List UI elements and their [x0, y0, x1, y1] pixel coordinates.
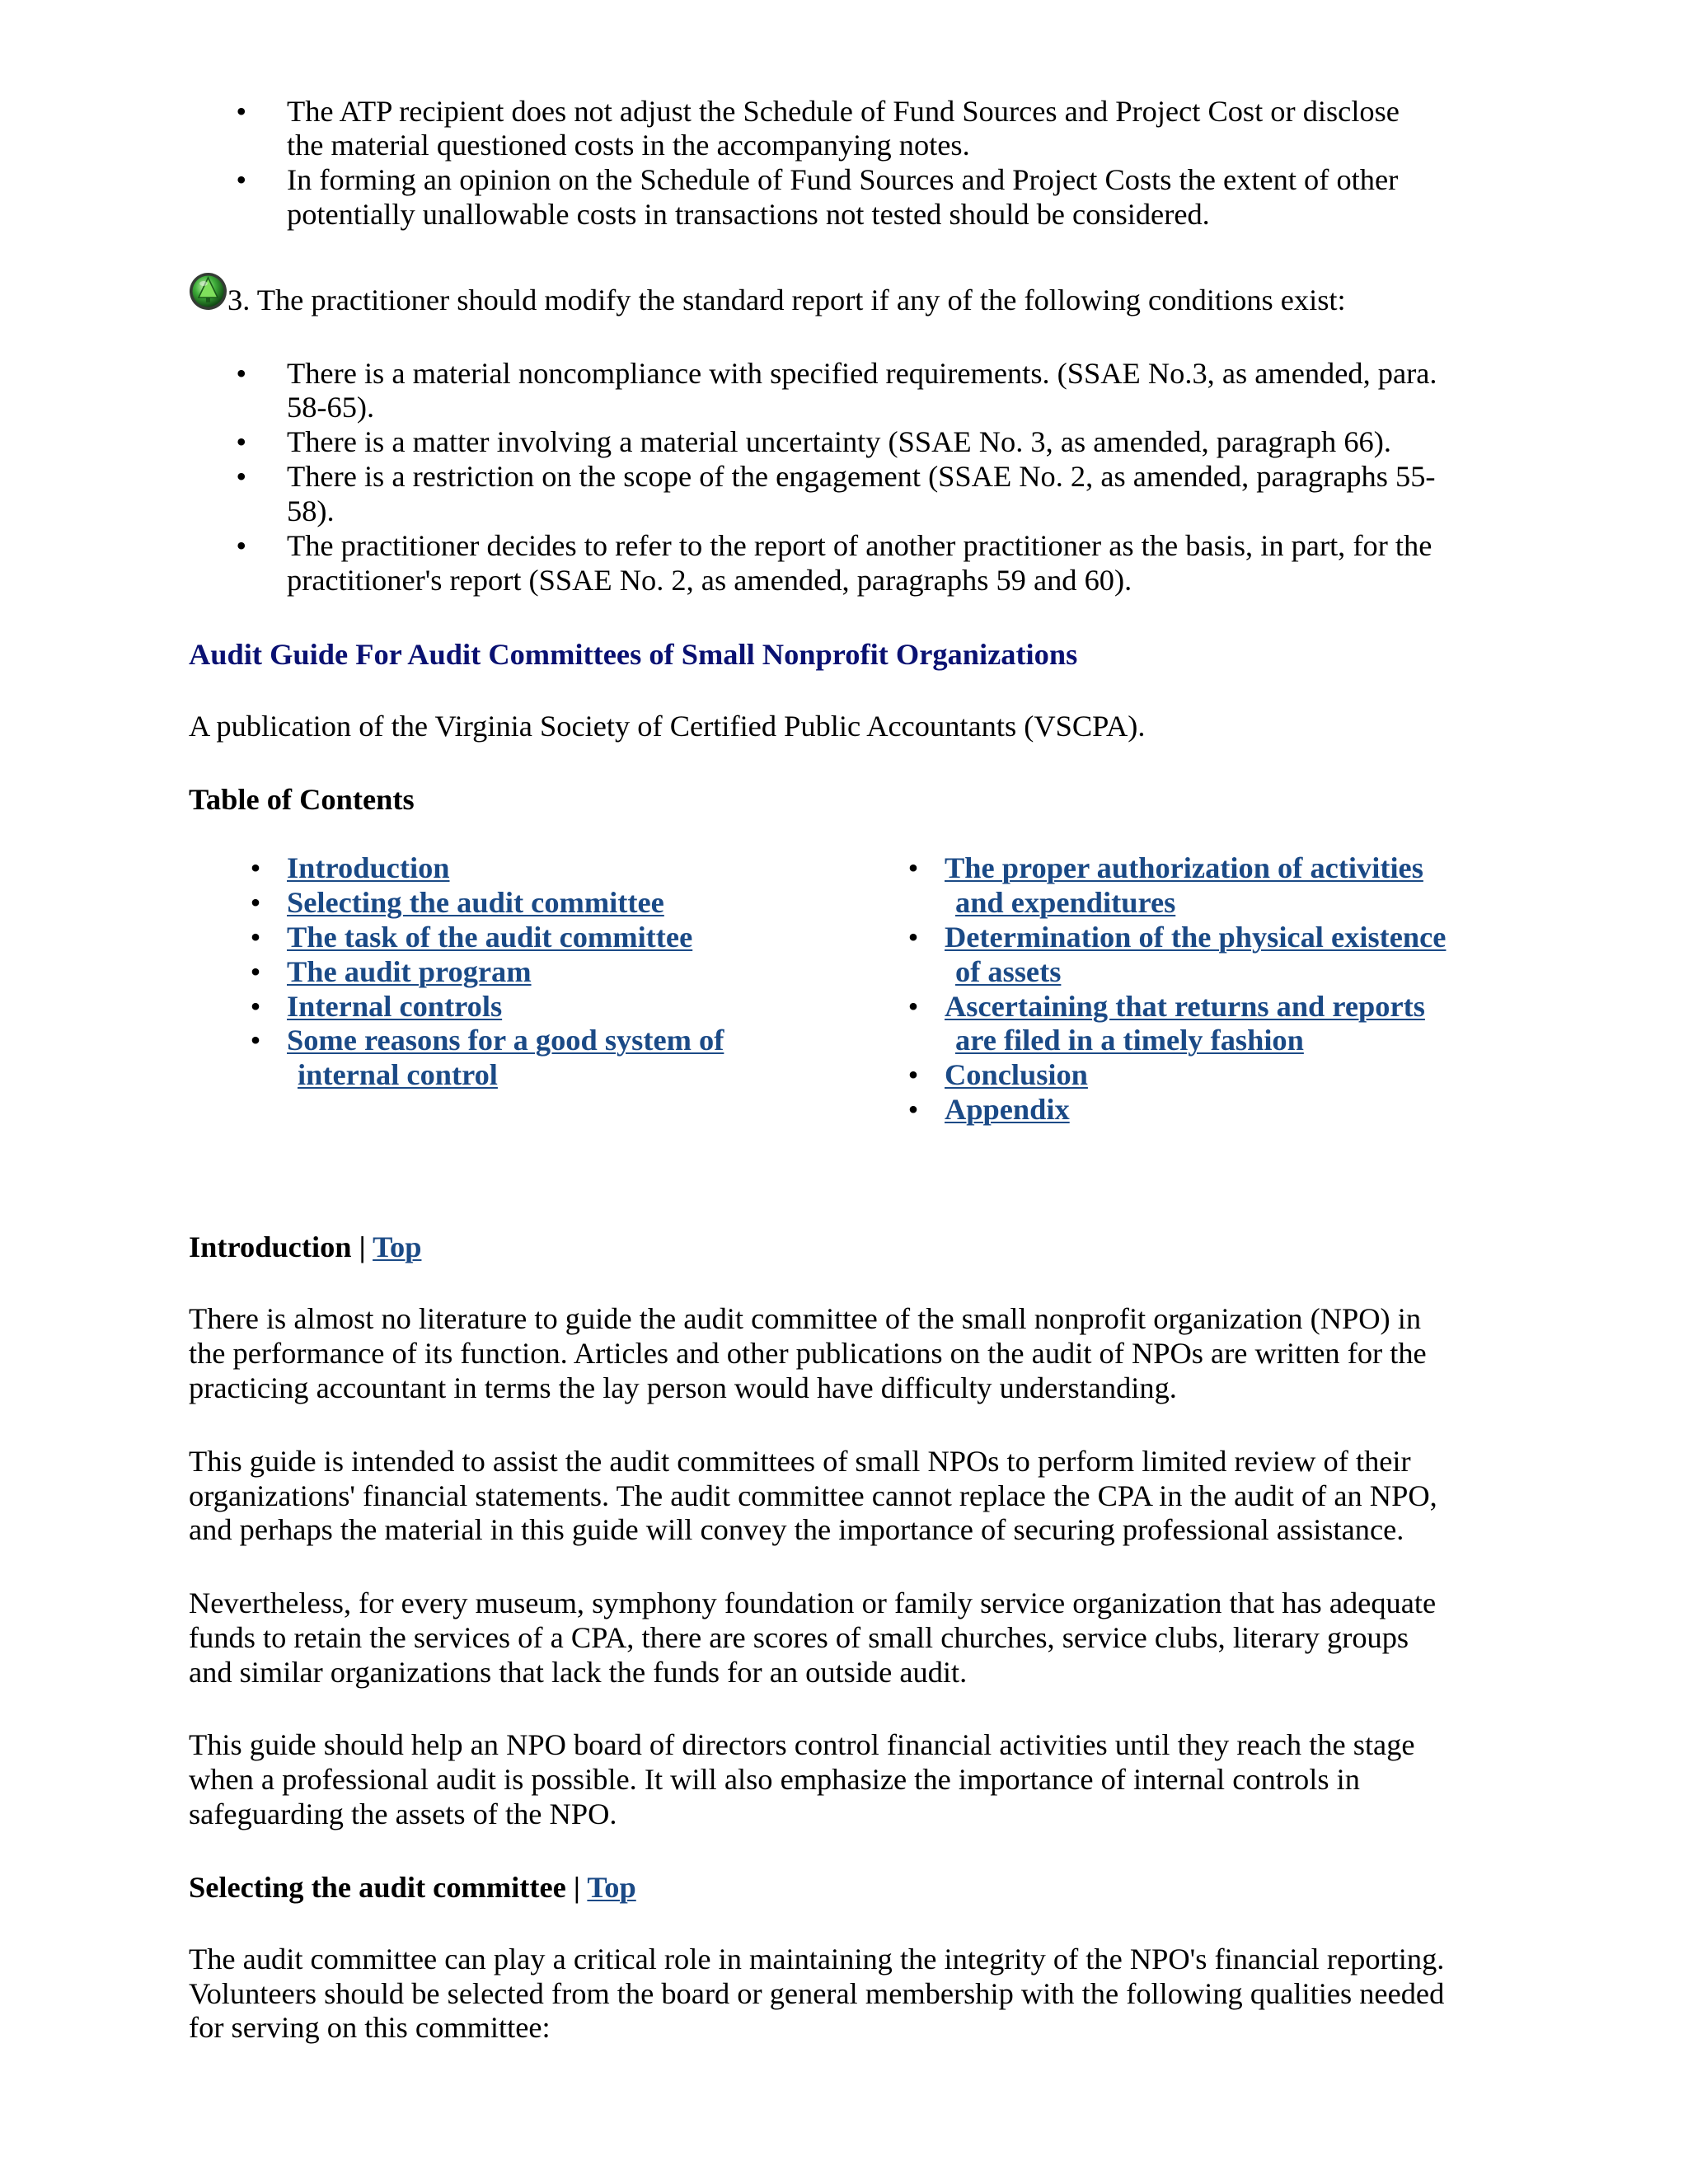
toc-item [945, 851, 1460, 921]
toc-link-authorization[interactable]: The proper authorization of activities and expenditures [945, 851, 1423, 920]
paragraph-line: Volunteers should be selected from the board or general membership with the following qualities needed [189, 1976, 1445, 2010]
paragraph [189, 1302, 1427, 1406]
paragraph-line: funds to retain the services of a CPA, there are scores of small churches, service clubs, literary groups [189, 1620, 1409, 1654]
toc-right-column [945, 851, 1460, 1127]
toc-link-internal-controls[interactable]: Internal controls [287, 989, 503, 1023]
publication-text: A publication of the Virginia Society of Certified Public Accountants (VSCPA). [189, 709, 1146, 743]
bullet [251, 990, 261, 1024]
list-item-line: In forming an opinion on the Schedule of Fund Sources and Project Costs the extent of other [287, 163, 1399, 197]
toc-item [945, 1093, 1460, 1127]
list-item-line: The practitioner decides to refer to the report of another practitioner as the basis, in part, for the [287, 528, 1432, 562]
toc-link-physical-existence[interactable]: Determination of the physical existence of assets [945, 920, 1447, 988]
paragraph-line: for serving on this committee: [189, 2011, 551, 2045]
list-item [287, 357, 1437, 426]
guide-title: Audit Guide For Audit Committees of Small Nonprofit Organizations [189, 637, 1078, 671]
bullet [251, 886, 261, 921]
list-item-line: The ATP recipient does not adjust the Schedule of Fund Sources and Project Cost or disclose [287, 94, 1400, 128]
toc-item [287, 851, 781, 886]
paragraph [189, 1445, 1437, 1549]
paragraph-line: This guide is intended to assist the audit committees of small NPOs to perform limited review of their [189, 1444, 1411, 1478]
bullet [251, 921, 261, 955]
paragraph-line: practicing accountant in terms the lay person would have difficulty understanding. [189, 1371, 1177, 1405]
paragraph-line: There is almost no literature to guide the audit committee of the small nonprofit organization (NPO) in [189, 1302, 1422, 1336]
top-link[interactable]: Top [373, 1230, 422, 1264]
list-item-line: practitioner's report (SSAE No. 2, as amended, paragraphs 59 and 60). [287, 563, 1132, 597]
toc-item [287, 886, 781, 921]
selecting-heading [189, 1871, 636, 1905]
paragraph [189, 1728, 1415, 1832]
bullet [236, 163, 246, 198]
paragraph-line: the performance of its function. Articles and other publications on the audit of NPOs are written for the [189, 1337, 1427, 1371]
toc-item [945, 921, 1460, 990]
bullet [236, 460, 246, 494]
list-item [287, 425, 1437, 460]
list-item-line: 58-65). [287, 391, 375, 424]
toc-link-appendix[interactable]: Appendix [945, 1093, 1070, 1127]
bullet [236, 529, 246, 564]
paragraph [189, 1943, 1444, 2046]
bullet [236, 357, 246, 391]
bullet [908, 1058, 919, 1093]
list-item-line: the material questioned costs in the accompanying notes. [287, 129, 970, 162]
bullet [251, 851, 261, 886]
conditions-bullet-list [287, 357, 1437, 598]
toc-heading: Table of Contents [189, 782, 415, 816]
section-heading-text: Introduction | [189, 1230, 366, 1264]
bullet [251, 955, 261, 990]
toc-link-selecting-committee[interactable]: Selecting the audit committee [287, 886, 664, 920]
introduction-heading [189, 1230, 421, 1265]
bullet [236, 425, 246, 460]
list-item-line: potentially unallowable costs in transactions not tested should be considered. [287, 198, 1210, 232]
top-link[interactable]: Top [587, 1870, 636, 1904]
modification-intro-text: 3. The practitioner should modify the standard report if any of the following conditions exist: [227, 283, 1346, 316]
list-item [287, 163, 1400, 232]
paragraph-line: The audit committee can play a critical role in maintaining the integrity of the NPO's financial reporting. [189, 1942, 1445, 1975]
toc-item [945, 1058, 1460, 1093]
toc-left-column [287, 851, 781, 1093]
list-item [287, 529, 1437, 598]
bullet [251, 1024, 261, 1058]
bullet [908, 990, 919, 1024]
list-item-line: 58). [287, 494, 335, 527]
toc-item [287, 921, 781, 955]
toc-link-audit-program[interactable]: The audit program [287, 954, 532, 988]
paragraph-line: when a professional audit is possible. It will also emphasize the importance of internal controls in [189, 1763, 1360, 1797]
bullet [908, 1093, 919, 1127]
toc-item [287, 1024, 781, 1093]
section-heading-text: Selecting the audit committee | [189, 1870, 580, 1904]
paragraph [189, 1586, 1436, 1690]
publication-note [189, 710, 1146, 744]
modification-intro [227, 284, 1346, 318]
list-item-line: There is a matter involving a material uncertainty (SSAE No. 3, as amended, paragraph 66). [287, 425, 1391, 459]
toc-link-introduction[interactable]: Introduction [287, 851, 450, 885]
paragraph-line: organizations' financial statements. The audit committee cannot replace the CPA in the audit of an NPO, [189, 1479, 1437, 1512]
fund-schedule-bullet-list [287, 95, 1400, 232]
list-item [287, 460, 1437, 529]
paragraph-line: safeguarding the assets of the NPO. [189, 1797, 617, 1831]
green-orb-arrow-icon [189, 272, 227, 311]
toc-item [945, 990, 1460, 1059]
list-item [287, 95, 1400, 164]
list-item-line: There is a restriction on the scope of the engagement (SSAE No. 2, as amended, paragraphs 55- [287, 460, 1436, 494]
toc-item [287, 990, 781, 1024]
toc-link-conclusion[interactable]: Conclusion [945, 1058, 1088, 1092]
bullet [236, 95, 246, 129]
paragraph-line: and similar organizations that lack the funds for an outside audit. [189, 1655, 968, 1689]
toc-item [287, 955, 781, 990]
toc-link-returns-reports[interactable]: Ascertaining that returns and reports are filed in a timely fashion [945, 989, 1425, 1057]
list-item-line: There is a material noncompliance with specified requirements. (SSAE No.3, as amended, para. [287, 356, 1437, 390]
toc-link-task-of-committee[interactable]: The task of the audit committee [287, 920, 693, 954]
paragraph-line: and perhaps the material in this guide will convey the importance of securing professional assistance. [189, 1513, 1404, 1547]
bullet [908, 851, 919, 886]
paragraph-line: Nevertheless, for every museum, symphony foundation or family service organization that has adequate [189, 1586, 1437, 1620]
bullet [908, 921, 919, 955]
toc-link-reasons-internal-control[interactable]: Some reasons for a good system of internal control [287, 1024, 724, 1092]
paragraph-line: This guide should help an NPO board of directors control financial activities until they reach the stage [189, 1728, 1415, 1762]
